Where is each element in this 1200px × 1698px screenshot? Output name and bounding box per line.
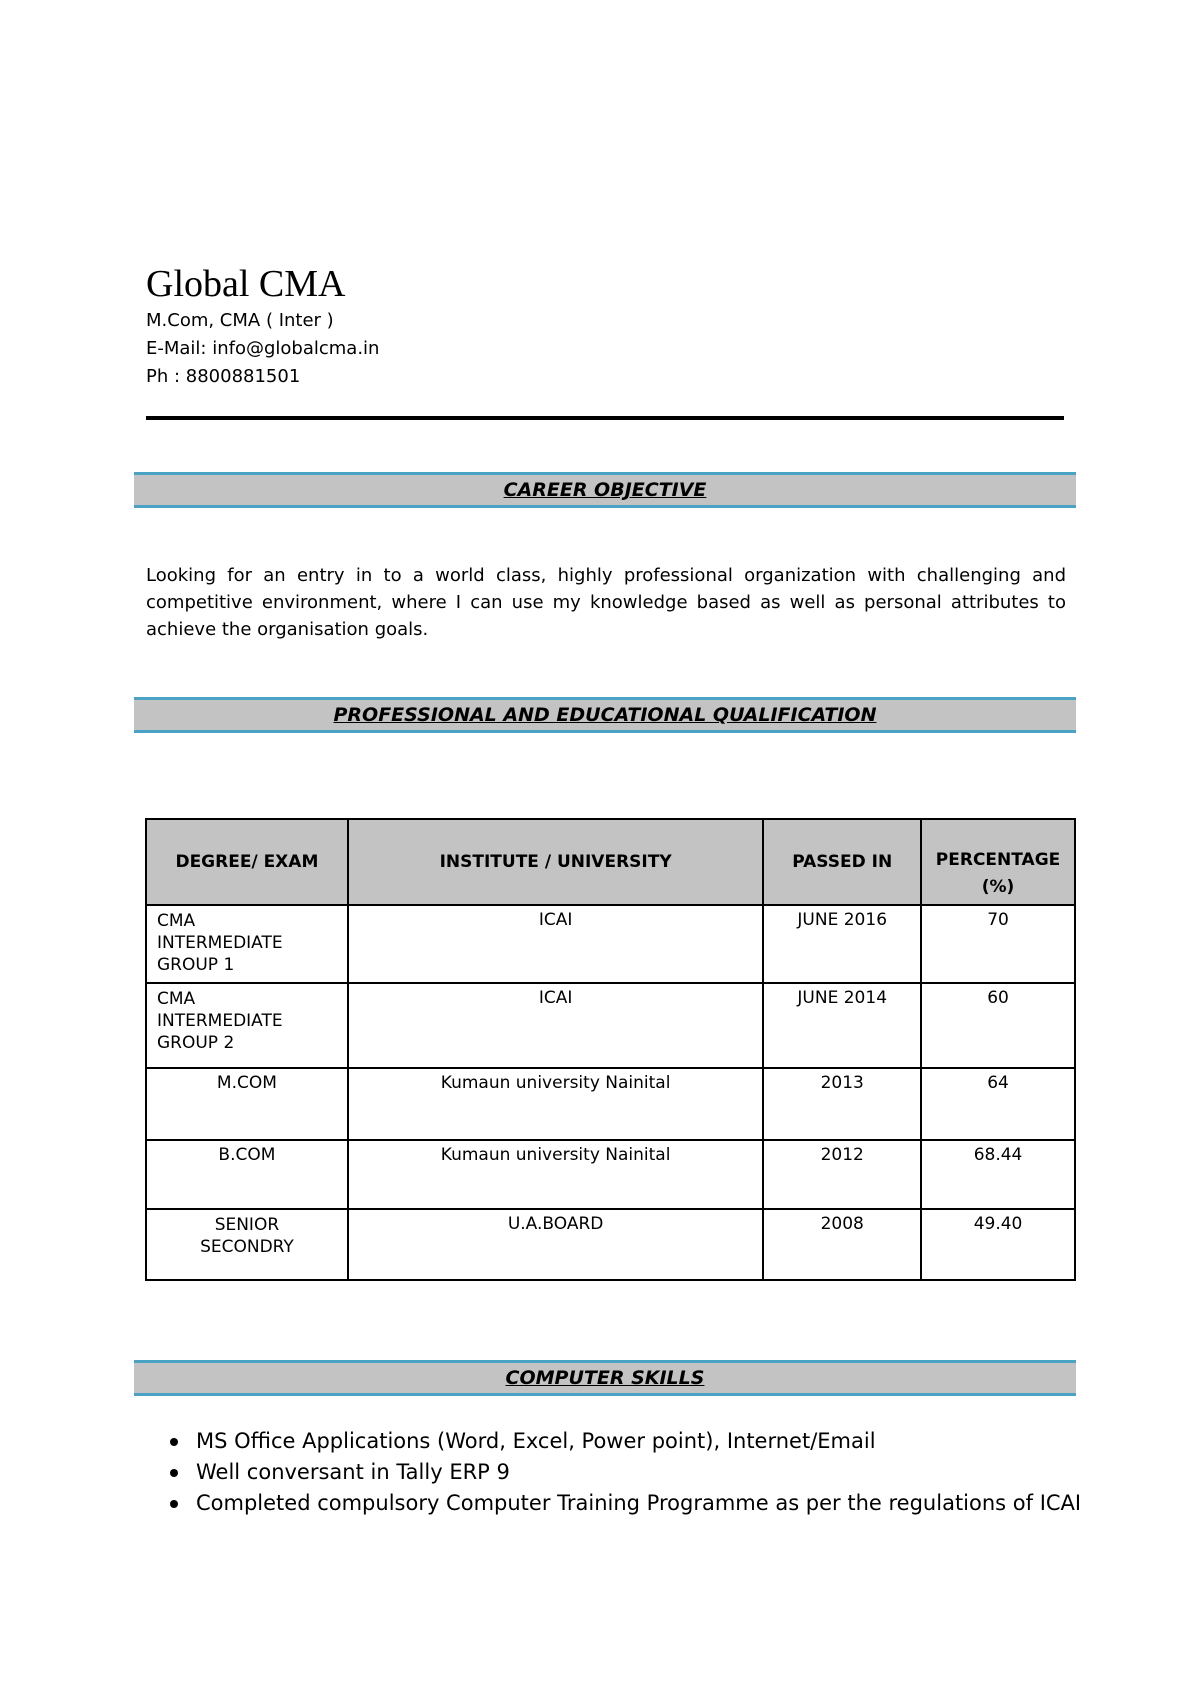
- qualification-table: [145, 818, 1076, 1281]
- institute-cell: Kumaun university Nainital: [348, 1068, 764, 1140]
- table-row: [146, 1209, 1075, 1280]
- passed-in-cell: JUNE 2016: [763, 905, 921, 983]
- career-objective-title: CAREER OBJECTIVE: [503, 479, 707, 501]
- skill-text: Completed compulsory Computer Training Programme as per the regulations of ICAI: [196, 1491, 1082, 1515]
- list-item: [196, 1488, 1081, 1519]
- degree-cell: M.COM: [146, 1068, 348, 1140]
- qualification-heading: [134, 697, 1076, 733]
- table-row: [146, 1140, 1075, 1209]
- table-header-row: [146, 819, 1075, 905]
- percentage-cell: 49.40: [921, 1209, 1075, 1280]
- table-row: [146, 1068, 1075, 1140]
- degree-cell: CMA INTERMEDIATE GROUP 1: [146, 905, 348, 983]
- qualification-line: M.Com, CMA ( Inter ): [146, 310, 334, 331]
- computer-skills-title: COMPUTER SKILLS: [505, 1367, 705, 1389]
- phone-line: Ph : 8800881501: [146, 366, 301, 387]
- table-row: [146, 983, 1075, 1068]
- passed-in-cell: JUNE 2014: [763, 983, 921, 1068]
- header-passed-in: PASSED IN: [763, 819, 921, 905]
- institute-cell: ICAI: [348, 905, 764, 983]
- percentage-cell: 70: [921, 905, 1075, 983]
- percentage-cell: 68.44: [921, 1140, 1075, 1209]
- header-institute: INSTITUTE / UNIVERSITY: [348, 819, 764, 905]
- list-item: [196, 1426, 1081, 1457]
- header-percentage: PERCENTAGE (%): [921, 819, 1075, 905]
- passed-in-cell: 2013: [763, 1068, 921, 1140]
- degree-cell: SENIOR SECONDRY: [146, 1209, 348, 1280]
- career-objective-heading: [134, 472, 1076, 508]
- qualification-title: PROFESSIONAL AND EDUCATIONAL QUALIFICATION: [333, 704, 877, 726]
- passed-in-cell: 2008: [763, 1209, 921, 1280]
- bullet-icon: [170, 1438, 178, 1446]
- institute-cell: Kumaun university Nainital: [348, 1140, 764, 1209]
- career-objective-text: Looking for an entry in to a world class, highly professional organization with challenging and competitive environment, where I can use my knowledge based as well as personal attributes to achieve the organisation goals.: [146, 565, 1066, 640]
- passed-in-cell: 2012: [763, 1140, 921, 1209]
- degree-cell: B.COM: [146, 1140, 348, 1209]
- header-degree: DEGREE/ EXAM: [146, 819, 348, 905]
- degree-cell: CMA INTERMEDIATE GROUP 2: [146, 983, 348, 1068]
- institute-cell: U.A.BOARD: [348, 1209, 764, 1280]
- bullet-icon: [170, 1500, 178, 1508]
- candidate-name: Global CMA: [146, 263, 346, 305]
- computer-skills-heading: [134, 1360, 1076, 1396]
- email-line: E-Mail: info@globalcma.in: [146, 338, 380, 359]
- list-item: [196, 1457, 1081, 1488]
- skill-text: MS Office Applications (Word, Excel, Power point), Internet/Email: [196, 1429, 876, 1453]
- skill-text: Well conversant in Tally ERP 9: [196, 1460, 510, 1484]
- header-divider: [146, 416, 1064, 420]
- skills-list: [196, 1426, 1081, 1519]
- percentage-cell: 60: [921, 983, 1075, 1068]
- table-row: [146, 905, 1075, 983]
- bullet-icon: [170, 1469, 178, 1477]
- institute-cell: ICAI: [348, 983, 764, 1068]
- percentage-cell: 64: [921, 1068, 1075, 1140]
